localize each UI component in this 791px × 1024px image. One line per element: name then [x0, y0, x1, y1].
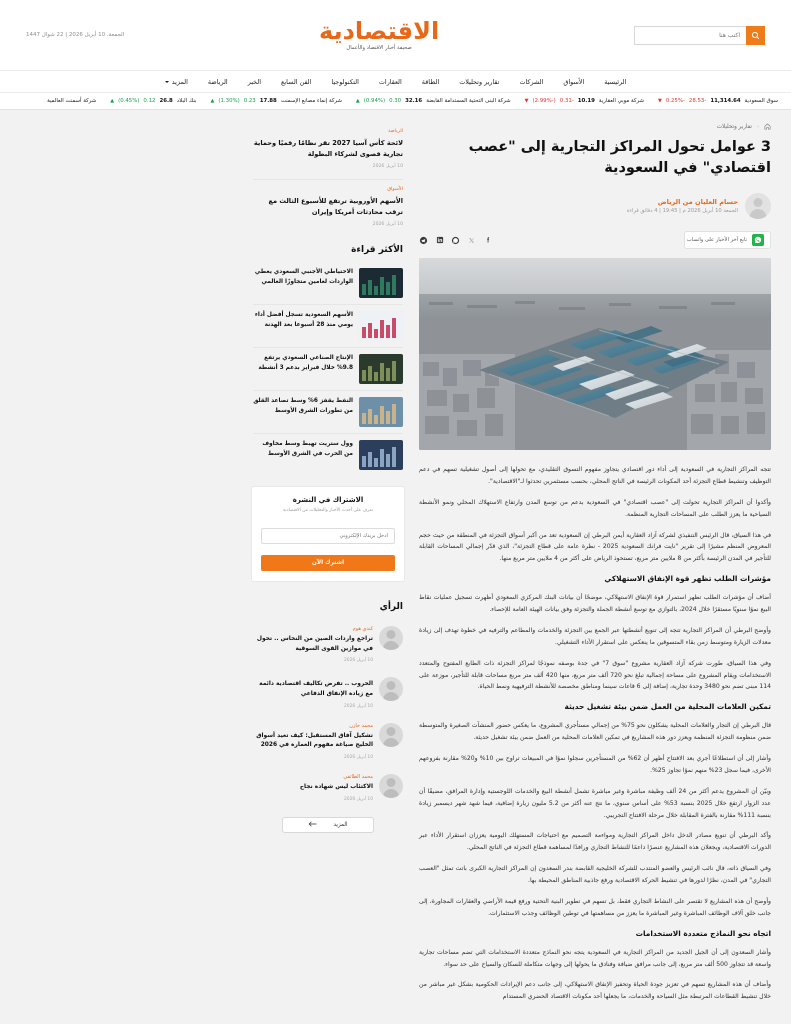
x-icon[interactable] — [467, 236, 476, 245]
opinion-author-avatar — [379, 723, 403, 747]
article-subheading: تمكين العلامات المحلية من العمل ضمن بيئة تشغيل حديثة — [564, 702, 771, 712]
most-read-title-text: الاحتياطي الأجنبي السعودي يغطي الواردات لعامين متجاوزًا العالمي — [254, 269, 353, 285]
nav-item-0[interactable] — [604, 78, 626, 86]
ticker-item[interactable] — [518, 98, 651, 104]
article-subheading: اتجاه نحو النماذج متعددة الاستخدامات — [635, 928, 771, 938]
content-wrapper — [0, 110, 791, 1012]
linkedin-icon[interactable] — [435, 236, 444, 245]
newsletter-title: الاشتراك في النشرة — [292, 496, 364, 505]
publish-date: الجمعة 10 أبريل 2026 م | 19:45 | 4 دقائق قراءة — [626, 208, 738, 215]
news-title: لائحة كأس آسيا 2027 تقر نظامًا رقميًا وحماية تجارية قصوى لشركاء البطولة — [253, 139, 403, 158]
author-name[interactable]: حسام العليان من الرياض — [657, 197, 738, 206]
article-thumbnail — [359, 397, 403, 427]
most-read-title-text: الأسهم السعودية تسجل أفضل أداء يومي منذ 28 أسبوعا بعد الهدنة — [254, 312, 353, 328]
hero-illustration — [419, 258, 771, 450]
whatsapp-icon[interactable] — [451, 236, 460, 245]
search-box[interactable] — [634, 26, 765, 45]
ticker-percent: (0.94%) — [363, 98, 386, 104]
ticker-percent: (-2.99%) — [532, 98, 556, 104]
article-paragraph: وأوضح البرطي أن المراكز التجارية تتجه إلى تنويع أنشطتها عبر الجمع بين التجزئة والخدمات والمطاعم والترفيه في خطوة تهدف إلى زيادة معدلات الزيارة ومتوسط زمن بقاء المتسوقين ما ينعكس على استقرار الأداء التشغيلي. — [419, 626, 771, 646]
opinion-date: 10 أبريل 2026 — [344, 755, 373, 761]
most-read-item[interactable] — [249, 262, 407, 304]
article-thumbnail — [359, 354, 403, 384]
more-label: المزيد — [333, 821, 348, 828]
author-byline — [419, 189, 771, 228]
opinion-title-text: الاكتئاب ليس شهادة نجاح — [299, 784, 373, 791]
ticker-item[interactable] — [103, 98, 203, 104]
nav-item-label: الرياضة — [207, 77, 228, 86]
most-read-title-text: وول ستريت تهبط وسط مخاوف من الحرب في الشرق الأوسط — [262, 441, 353, 457]
whatsapp-follow-label: تابع آخر الأخبار على واتساب — [686, 237, 747, 244]
site-header — [0, 0, 791, 70]
article-paragraph: وفي هذا السياق، طورت شركة آزاد العقارية مشروع "سوق 7" في جدة بوصفه نموذجًا لمراكز التجزئة ذات الطابع المفتوح والمتعدد الاستخدامات ويقام المشروع على مساحة إجمالية تبلغ نحو 720 ألف متر مربع، منها 420 ألف متر مربع مساحات قابلة للتأجير، موزعة على 114 مبنى تضم نحو 3480 وحدة تجارية، إضافة إلى 6 قاعات سينما ومناطق مخصصة للأنشطة الترفيهية ونمط الحياة. — [419, 659, 772, 691]
whatsapp-follow-button[interactable] — [684, 231, 771, 249]
more-opinions-button[interactable] — [282, 817, 374, 833]
facebook-icon[interactable] — [483, 236, 492, 245]
search-button[interactable] — [746, 26, 765, 45]
article-paragraph: وأشار إلى أن استطلاعًا أجري بعد الافتتاح أظهر أن 62% من المستأجرين سجلوا نموًا في المبيعات تراوح بين 10% و20% مقارنة بفروعهم الأخرى، فيما سجل 23% منهم نموًا تجاوز 25%. — [419, 755, 771, 774]
nav-item-label: المزيد — [171, 77, 188, 86]
ticker-item[interactable] — [204, 98, 349, 104]
nav-item-2[interactable] — [519, 78, 543, 86]
logo-tagline: صحيفة أخبار الاقتصاد والأعمال — [346, 44, 412, 51]
most-read-item[interactable] — [249, 391, 407, 433]
ticker-item[interactable] — [651, 98, 785, 104]
ticker-name: سوق السعودية — [744, 98, 778, 104]
ticker-percent: -0.25% — [665, 98, 685, 104]
search-input[interactable] — [634, 26, 746, 45]
news-date: 10 أبريل 2026 — [372, 222, 403, 228]
header-date: الجمعة، 10 أبريل 2026 | 22 شوال 1447 — [26, 32, 125, 38]
opinion-title-text: تراجع واردات الصين من النحاس .. تحول في موازين القوى السوقية — [256, 635, 373, 652]
article-paragraph: وأشار السعدون إلى أن الجيل الجديد من المراكز التجارية في السعودية يتجه نحو النماذج متعددة الاستخدامات التي تضم مساحات تجارية واسعة قد تتجاوز 500 ألف متر مربع، إلى جانب مرافق ضيافة وفنادق ما يحولها إلى وجهات متكاملة للسكان والسياح على حد سواء. — [419, 948, 771, 968]
latest-news-list — [249, 120, 407, 235]
opinion-author-avatar — [379, 774, 403, 798]
breadcrumb-separator: ‹ — [757, 123, 759, 130]
ticker-value: 10.19 — [577, 98, 595, 104]
chevron-down-icon — [165, 81, 169, 83]
article-thumbnail — [359, 440, 403, 470]
logo-text: الاقتصادية — [319, 16, 440, 45]
opinion-date: 10 أبريل 2026 — [344, 703, 373, 709]
opinion-date: 10 أبريل 2026 — [344, 658, 373, 664]
share-row — [419, 228, 771, 258]
opinion-item[interactable] — [249, 716, 407, 767]
main-nav — [0, 70, 791, 92]
ticker-name: شركة موبي العقارية — [598, 98, 644, 104]
telegram-icon[interactable] — [419, 236, 428, 245]
most-read-item[interactable] — [249, 434, 407, 476]
latest-news-item[interactable] — [253, 182, 403, 235]
ticker-direction-icon: ▼ — [657, 98, 662, 104]
article-paragraph: وأضاف أن هذه المشاريع تسهم في تعزيز جودة الحياة وتحفيز الإنفاق الاستهلاكي، إلى جانب دعم الإيرادات الحكومية بشكل غير مباشر من خلال تنشيط القطاعات المرتبطة مثل السياحة والخدمات، ما يجعلها أحد مكونات الاقتصاد الحضري المستدام — [419, 981, 771, 1001]
nav-item-label: التكنولوجيا — [331, 77, 359, 86]
ticker-value: 17.88 — [259, 98, 277, 104]
opinion-title: الرأي — [379, 601, 403, 612]
news-date: 10 أبريل 2026 — [372, 164, 403, 170]
most-read-title-text: الإنتاج الصناعي السعودي يرتفع 9.8% خلال فبراير بدعم 3 أنشطة — [258, 355, 353, 371]
nav-item-label: الأسواق — [563, 77, 585, 86]
ticker-item[interactable] — [349, 98, 518, 104]
article-hero-image — [419, 258, 771, 450]
author-avatar — [745, 193, 771, 219]
newsletter-email-input[interactable] — [261, 528, 395, 544]
opinion-author-avatar — [379, 677, 403, 701]
social-share-icons — [419, 236, 492, 245]
nav-item-label: العقارات — [378, 77, 402, 86]
ticker-change: -0.31 — [559, 98, 574, 104]
article-paragraph: وأكدوا أن المراكز التجارية تحولت إلى "عصب اقتصادي" في السعودية بدعم من توسع المدن وارتفاع الاستهلاك المحلي ونمو الأنشطة السياحية ما يعزز الطلب على المساحات التجارية المنظمة. — [419, 498, 771, 518]
article-column — [419, 120, 771, 1012]
most-read-item[interactable] — [249, 305, 407, 347]
most-read-item[interactable] — [249, 348, 407, 390]
ticker-value: 26.8 — [159, 98, 173, 104]
nav-item-8[interactable] — [248, 78, 261, 86]
most-read-title-text: النفط يقفز 6% وسط تصاعد القلق من تطورات الشرق الأوسط — [253, 398, 353, 414]
ticker-change: -28.53 — [688, 98, 707, 104]
breadcrumb — [419, 120, 771, 137]
article-paragraph: وأكد البرطي أن تنويع مصادر الدخل داخل المراكز التجارية ومواءمة التصميم مع احتياجات المستهلك اليومية يعززان استقرار الأداء عبر الدورات الاقتصادية، ويجعلان هذه المشاريع عنصرًا داعمًا للنشاط التجاري ورافدًا لمساهمة قطاع التجزئة في الناتج المحلي. — [419, 832, 771, 852]
ticker-name: بنك البلاد — [176, 98, 197, 104]
ticker-percent: (0.45%) — [118, 98, 140, 104]
article-thumbnail — [359, 311, 403, 341]
search-icon — [751, 31, 760, 40]
home-icon[interactable] — [764, 123, 771, 130]
news-title: الأسهم الأوروبية ترتفع للأسبوع الثالث مع ترقب محادثات أمريكا وإيران — [268, 197, 403, 216]
article-paragraph: وبيّن أن المشروع يدعم أكثر من 24 ألف وظيفة مباشرة وغير مباشرة تشمل أنشطة البيع والخدمات اللوجستية وإدارة المرافق، مضيفًا أن عدد الزوار ارتفع خلال 2025 بنسبة 53% على أساس سنوي، ما نتج عنه أكثر من 5.2 مليون زيارة إضافية، فيما شهد شهر ديسمبر زيادة بنسبة 111% مقارنة بالفترة المقابلة خلال مرحلة الافتتاح التجريبي. — [419, 787, 771, 819]
opinion-item[interactable] — [249, 619, 407, 670]
nav-item-5[interactable] — [379, 78, 402, 86]
ticker-change: 0.23 — [243, 98, 256, 104]
article-body — [419, 450, 771, 1003]
ticker-percent: (1.30%) — [218, 98, 240, 104]
newsletter-subscribe-button[interactable]: اشترك الآن — [261, 555, 395, 571]
ticker-direction-icon: ▲ — [210, 98, 215, 104]
nav-item-label: تقارير وتحليلات — [459, 77, 500, 86]
news-kicker: الأسواق — [387, 187, 403, 193]
most-read-title: الأكثر قراءة — [351, 245, 403, 256]
nav-item-label: الفن السابع — [281, 77, 312, 86]
nav-item-label: الرئيسية — [604, 77, 627, 86]
opinion-title-text: تشكيل آفاق المستقبل: كيف تعيد أسواق الخليج صياغة مفهوم العمارة في 2026 — [256, 732, 373, 749]
nav-item-10[interactable] — [165, 78, 188, 86]
most-read-list — [249, 262, 407, 476]
opinion-author: كندي هوم — [352, 625, 373, 632]
article-paragraph: قال البرطي إن التجار والعلامات المحلية يشكلون نحو 75% من إجمالي مستأجري المشروع، ما يعكس حضور المنشآت الصغيرة والمتوسطة ضمن منظومة التجزئة المنظمة ويعزز دور هذه المشاريع في تمكين العلامات المحلية من العمل ضمن بيئة تشغيل حديثة. — [419, 722, 771, 742]
nav-item-6[interactable] — [331, 78, 359, 86]
article-title: 3 عوامل تحول المراكز التجارية إلى "عصب اقتصادي" في السعودية — [468, 139, 771, 177]
article-paragraph: في هذا السياق، قال الرئيس التنفيذي لشركة آزاد العقارية أيمن البرطي إن السعودية تعد من أكبر أسواق التجزئة في المنطقة من حيث حجم المعروض المنظم مشيرًا إلى تقرير "نايت فرانك السعودية 2025 - نظرة عامة على قطاع التجزئة"، الذي قدّر إجمالي المساحات القابلة للتأجير في المدن الرئيسة بأكثر من 8 ملايين متر مربع، تستحوذ الرياض على أكثر من 4 ملايين متر مربع منها. — [419, 531, 771, 563]
nav-item-4[interactable] — [422, 78, 439, 86]
opinion-item[interactable] — [249, 767, 407, 809]
article-paragraph: أضاف أن مؤشرات الطلب تظهر استمرار قوة الإنفاق الاستهلاكي، موضحًا أن بيانات البنك المركزي السعودي أظهرت تسجيل عمليات نقاط البيع نموًا سنويًا مستقرًا خلال 2024، بالتوازي مع توسع أنشطة الجملة والتجزئة وفق بيانات الهيئة العامة للإحصاء. — [419, 594, 771, 614]
ticker-item[interactable] — [40, 98, 103, 104]
article-subheading: مؤشرات الطلب تظهر قوة الإنفاق الاستهلاكي — [604, 574, 771, 584]
ticker-direction-icon: ▲ — [110, 98, 115, 104]
article-paragraph: تتجه المراكز التجارية في السعودية إلى أداء دور اقتصادي يتجاوز مفهوم التسوق التقليدي، مع تحولها إلى أصول تشغيلية تسهم في دعم التوظيف وتنشيط قطاع التجزئة أحد المكونات الرئيسة في الناتج المحلي، بحسب مستثمرين تحدثوا لـ"الاقتصادية". — [419, 466, 771, 485]
nav-item-7[interactable] — [281, 78, 311, 86]
ticker-value: 32.16 — [405, 98, 423, 104]
article-paragraph: وفي السياق ذاته، قال نائب الرئيس والعضو المنتدب للشركة الخليجية القابضة بندر السعدون إن المراكز التجارية الكبرى باتت تمثل "العصب التجاري" في المدن، نظرًا لدورها في تنشيط الحركة الاقتصادية ورفع جاذبية المناطق المحيطة بها. — [419, 865, 771, 885]
article-thumbnail — [359, 268, 403, 298]
ticker-change: 0.30 — [389, 98, 402, 104]
nav-item-9[interactable] — [208, 78, 228, 86]
ticker-name: شركة البنى التحتية المستدامة القابضة — [426, 98, 511, 104]
nav-item-label: الطاقة — [421, 77, 440, 86]
ticker-name: شركة أسمنت العالمية — [47, 98, 97, 104]
opinion-author: محمد خازن — [349, 722, 373, 729]
sidebar — [249, 120, 407, 847]
nav-item-label: الشركات — [519, 77, 544, 86]
site-logo[interactable] — [319, 16, 440, 51]
opinion-item[interactable] — [249, 670, 407, 715]
ticker-name: شركة إنماء مصانع الإسمنت — [280, 98, 342, 104]
divider — [253, 179, 403, 180]
nav-item-label: الخبر — [247, 77, 261, 86]
ticker-value: 11,314.64 — [710, 98, 741, 104]
news-kicker: الرياضة — [388, 129, 403, 134]
opinion-title-text: الحروب .. تفرض تكاليف اقتصادية دائمة مع زيادة الإنفاق الدفاعي — [259, 681, 373, 697]
nav-item-1[interactable] — [563, 78, 584, 86]
breadcrumb-section[interactable]: تقارير وتحليلات — [716, 123, 752, 130]
ticker-change: 0.12 — [143, 98, 156, 104]
arrow-left-icon — [308, 821, 317, 829]
opinion-list — [249, 619, 407, 809]
ticker-direction-icon: ▲ — [355, 98, 360, 104]
market-ticker[interactable] — [0, 92, 791, 110]
nav-item-3[interactable] — [459, 78, 499, 86]
opinion-author-avatar — [379, 626, 403, 650]
newsletter-box — [251, 486, 405, 582]
whatsapp-icon — [752, 234, 764, 246]
newsletter-subtitle: تعرف على أحدث الأخبار والتحليلات من الاقتصادية — [283, 508, 373, 514]
article-paragraph: وأوضح أن هذه المشاريع لا تقتصر على النشاط التجاري فقط، بل تسهم في تطوير البنية التحتية ورفع قيمة الأراضي والعقارات المجاورة، إلى جانب خلق آلاف الوظائف المباشرة وغير المباشرة ما يعزز من مساهمتها في توطين الوظائف وجذب الاستثمارات. — [419, 897, 771, 917]
opinion-date: 10 أبريل 2026 — [344, 796, 373, 802]
latest-news-item[interactable] — [253, 124, 403, 177]
ticker-direction-icon: ▼ — [524, 98, 529, 104]
opinion-author: محمد الطائفي — [343, 774, 373, 781]
